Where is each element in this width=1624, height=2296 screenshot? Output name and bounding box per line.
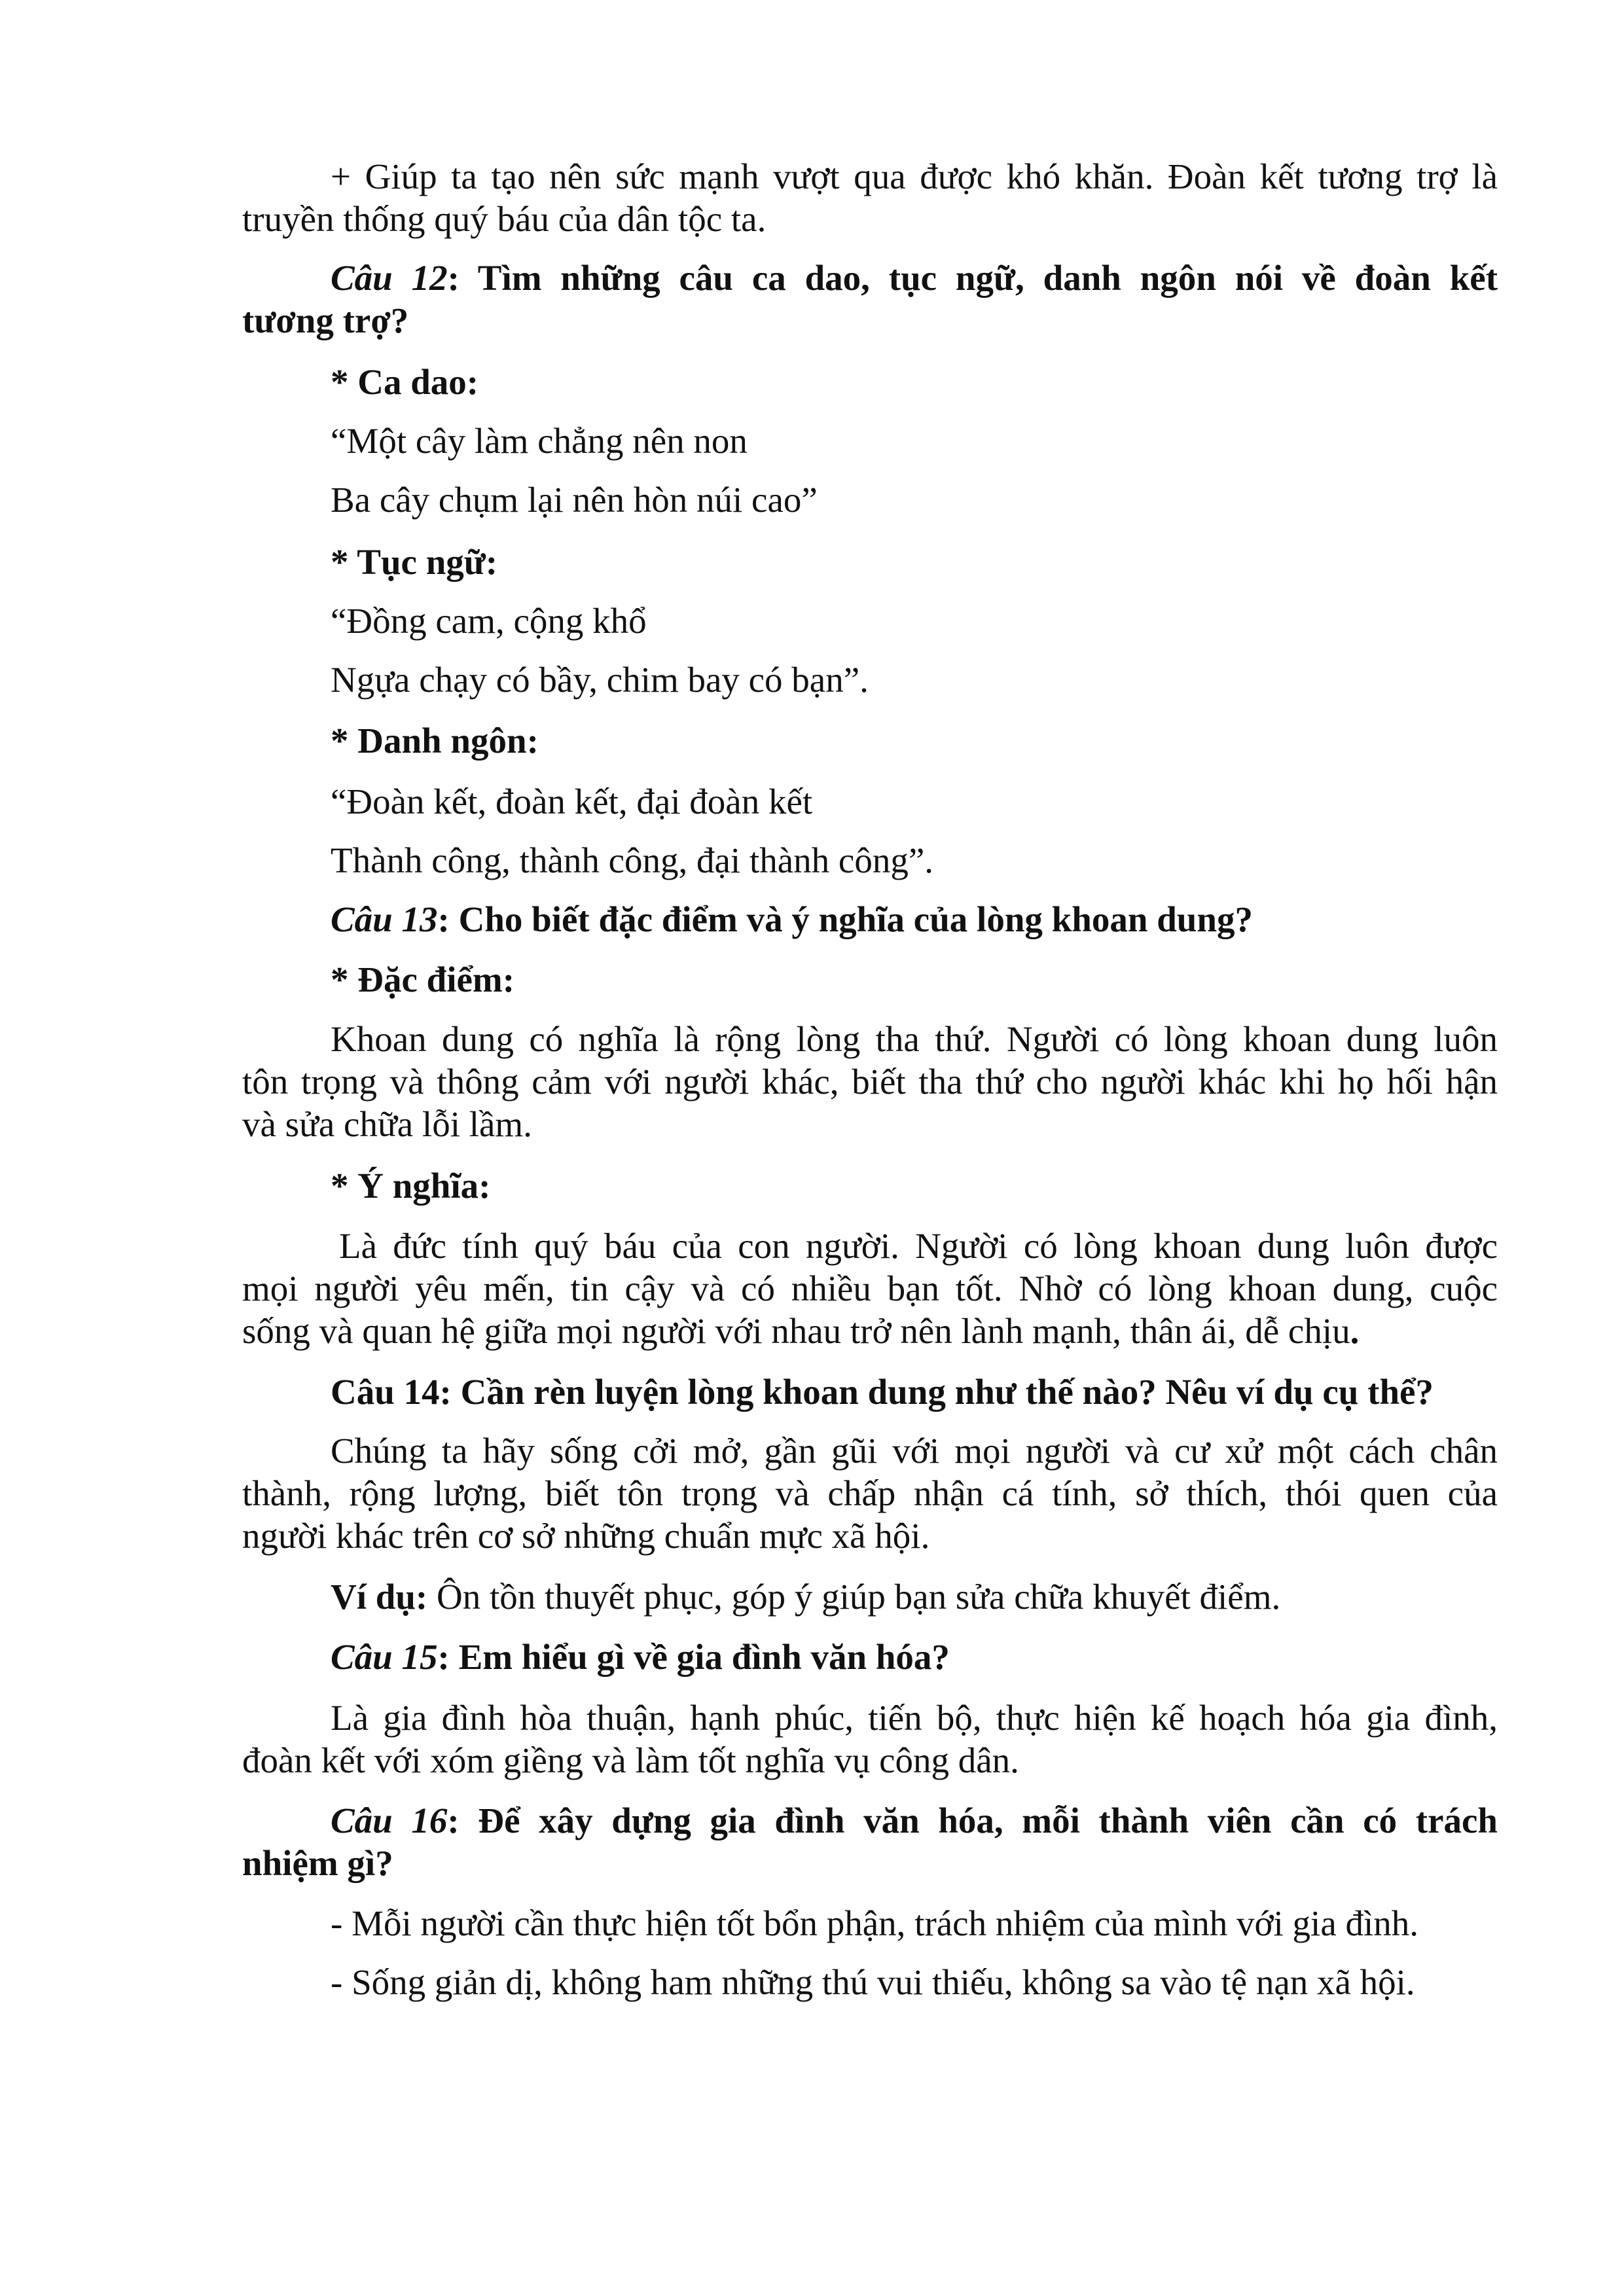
question-14-heading: Câu 14: Cần rèn luyện lòng khoan dung như thế nào? Nêu ví dụ cụ thể? [331,1372,1434,1412]
paragraph-line: tôn trọng và thông cảm với người khác, biết tha thứ cho người khác khi họ hối hận [242,1062,1498,1102]
question-16-heading-cont: nhiệm gì? [242,1843,393,1883]
verse-line: Ba cây chụm lại nên hòn núi cao” [331,480,818,520]
section-heading-y-nghia: * Ý nghĩa: [331,1166,491,1206]
example-line [331,1576,1280,1618]
paragraph-line [242,1310,1359,1352]
question-number: Câu 15 [331,1637,438,1677]
paragraph-line: truyền thống quý báu của dân tộc ta. [242,199,767,239]
paragraph-line: Là gia đình hòa thuận, hạnh phúc, tiến bộ, thực hiện kế hoạch hóa gia đình, [331,1698,1498,1738]
paragraph-line: Là đức tính quý báu của con người. Người có lòng khoan dung luôn được [339,1226,1498,1266]
question-text: : Em hiểu gì về gia đình văn hóa? [437,1637,950,1677]
paragraph-line: Khoan dung có nghĩa là rộng lòng tha thứ. Người có lòng khoan dung luôn [331,1019,1498,1059]
question-text: : Tìm những câu ca dao, tục ngữ, danh ngôn nói về đoàn kết [447,258,1498,298]
verse-line: “Một cây làm chẳng nên non [331,421,748,461]
paragraph-period: . [1350,1311,1360,1351]
verse-line: Thành công, thành công, đại thành công”. [331,840,933,880]
question-12-heading-cont: tương trợ? [242,300,409,340]
question-number: Câu 13 [331,899,438,939]
paragraph-line: Chúng ta hãy sống cởi mở, gần gũi với mọi người và cư xử một cách chân [331,1431,1498,1471]
verse-line: “Đồng cam, cộng khổ [331,601,647,641]
paragraph-line: thành, rộng lượng, biết tôn trọng và chấp nhận cá tính, sở thích, thói quen của [242,1473,1498,1513]
question-number: Câu 16 [331,1801,448,1840]
question-12-heading [331,257,1498,299]
example-text: Ôn tồn thuyết phục, góp ý giúp bạn sửa chữa khuyết điểm. [427,1577,1281,1617]
section-heading-tuc-ngu: * Tục ngữ: [331,542,498,582]
verse-line: “Đoàn kết, đoàn kết, đại đoàn kết [331,781,813,821]
list-item: - Sống giản dị, không ham những thú vui thiếu, không sa vào tệ nạn xã hội. [331,1962,1415,2002]
example-label: Ví dụ: [331,1577,428,1617]
paragraph-text: sống và quan hệ giữa mọi người với nhau trở nên lành mạnh, thân ái, dễ chịu [242,1311,1350,1351]
paragraph-line: và sửa chữa lỗi lầm. [242,1104,532,1144]
question-13-heading [331,899,1253,941]
question-text: : Cho biết đặc điểm và ý nghĩa của lòng khoan dung? [437,899,1253,939]
list-item: - Mỗi người cần thực hiện tốt bổn phận, trách nhiệm của mình với gia đình. [331,1903,1419,1943]
question-number: Câu 12 [331,258,448,298]
verse-line: Ngựa chạy có bầy, chim bay có bạn”. [331,660,869,700]
paragraph-line: người khác trên cơ sở những chuẩn mực xã hội. [242,1516,930,1556]
paragraph-line: + Giúp ta tạo nên sức mạnh vượt qua được khó khăn. Đoàn kết tương trợ là [331,156,1498,196]
paragraph-line: mọi người yêu mến, tin cậy và có nhiều bạn tốt. Nhờ có lòng khoan dung, cuộc [242,1268,1498,1308]
question-text: : Để xây dựng gia đình văn hóa, mỗi thành viên cần có trách [447,1801,1498,1840]
section-heading-dac-diem: * Đặc điểm: [331,960,515,999]
section-heading-ca-dao: * Ca dao: [331,362,479,402]
question-15-heading [331,1636,950,1678]
section-heading-danh-ngon: * Danh ngôn: [331,721,539,761]
question-16-heading [331,1800,1498,1842]
paragraph-line: đoàn kết với xóm giềng và làm tốt nghĩa vụ công dân. [242,1740,1019,1780]
